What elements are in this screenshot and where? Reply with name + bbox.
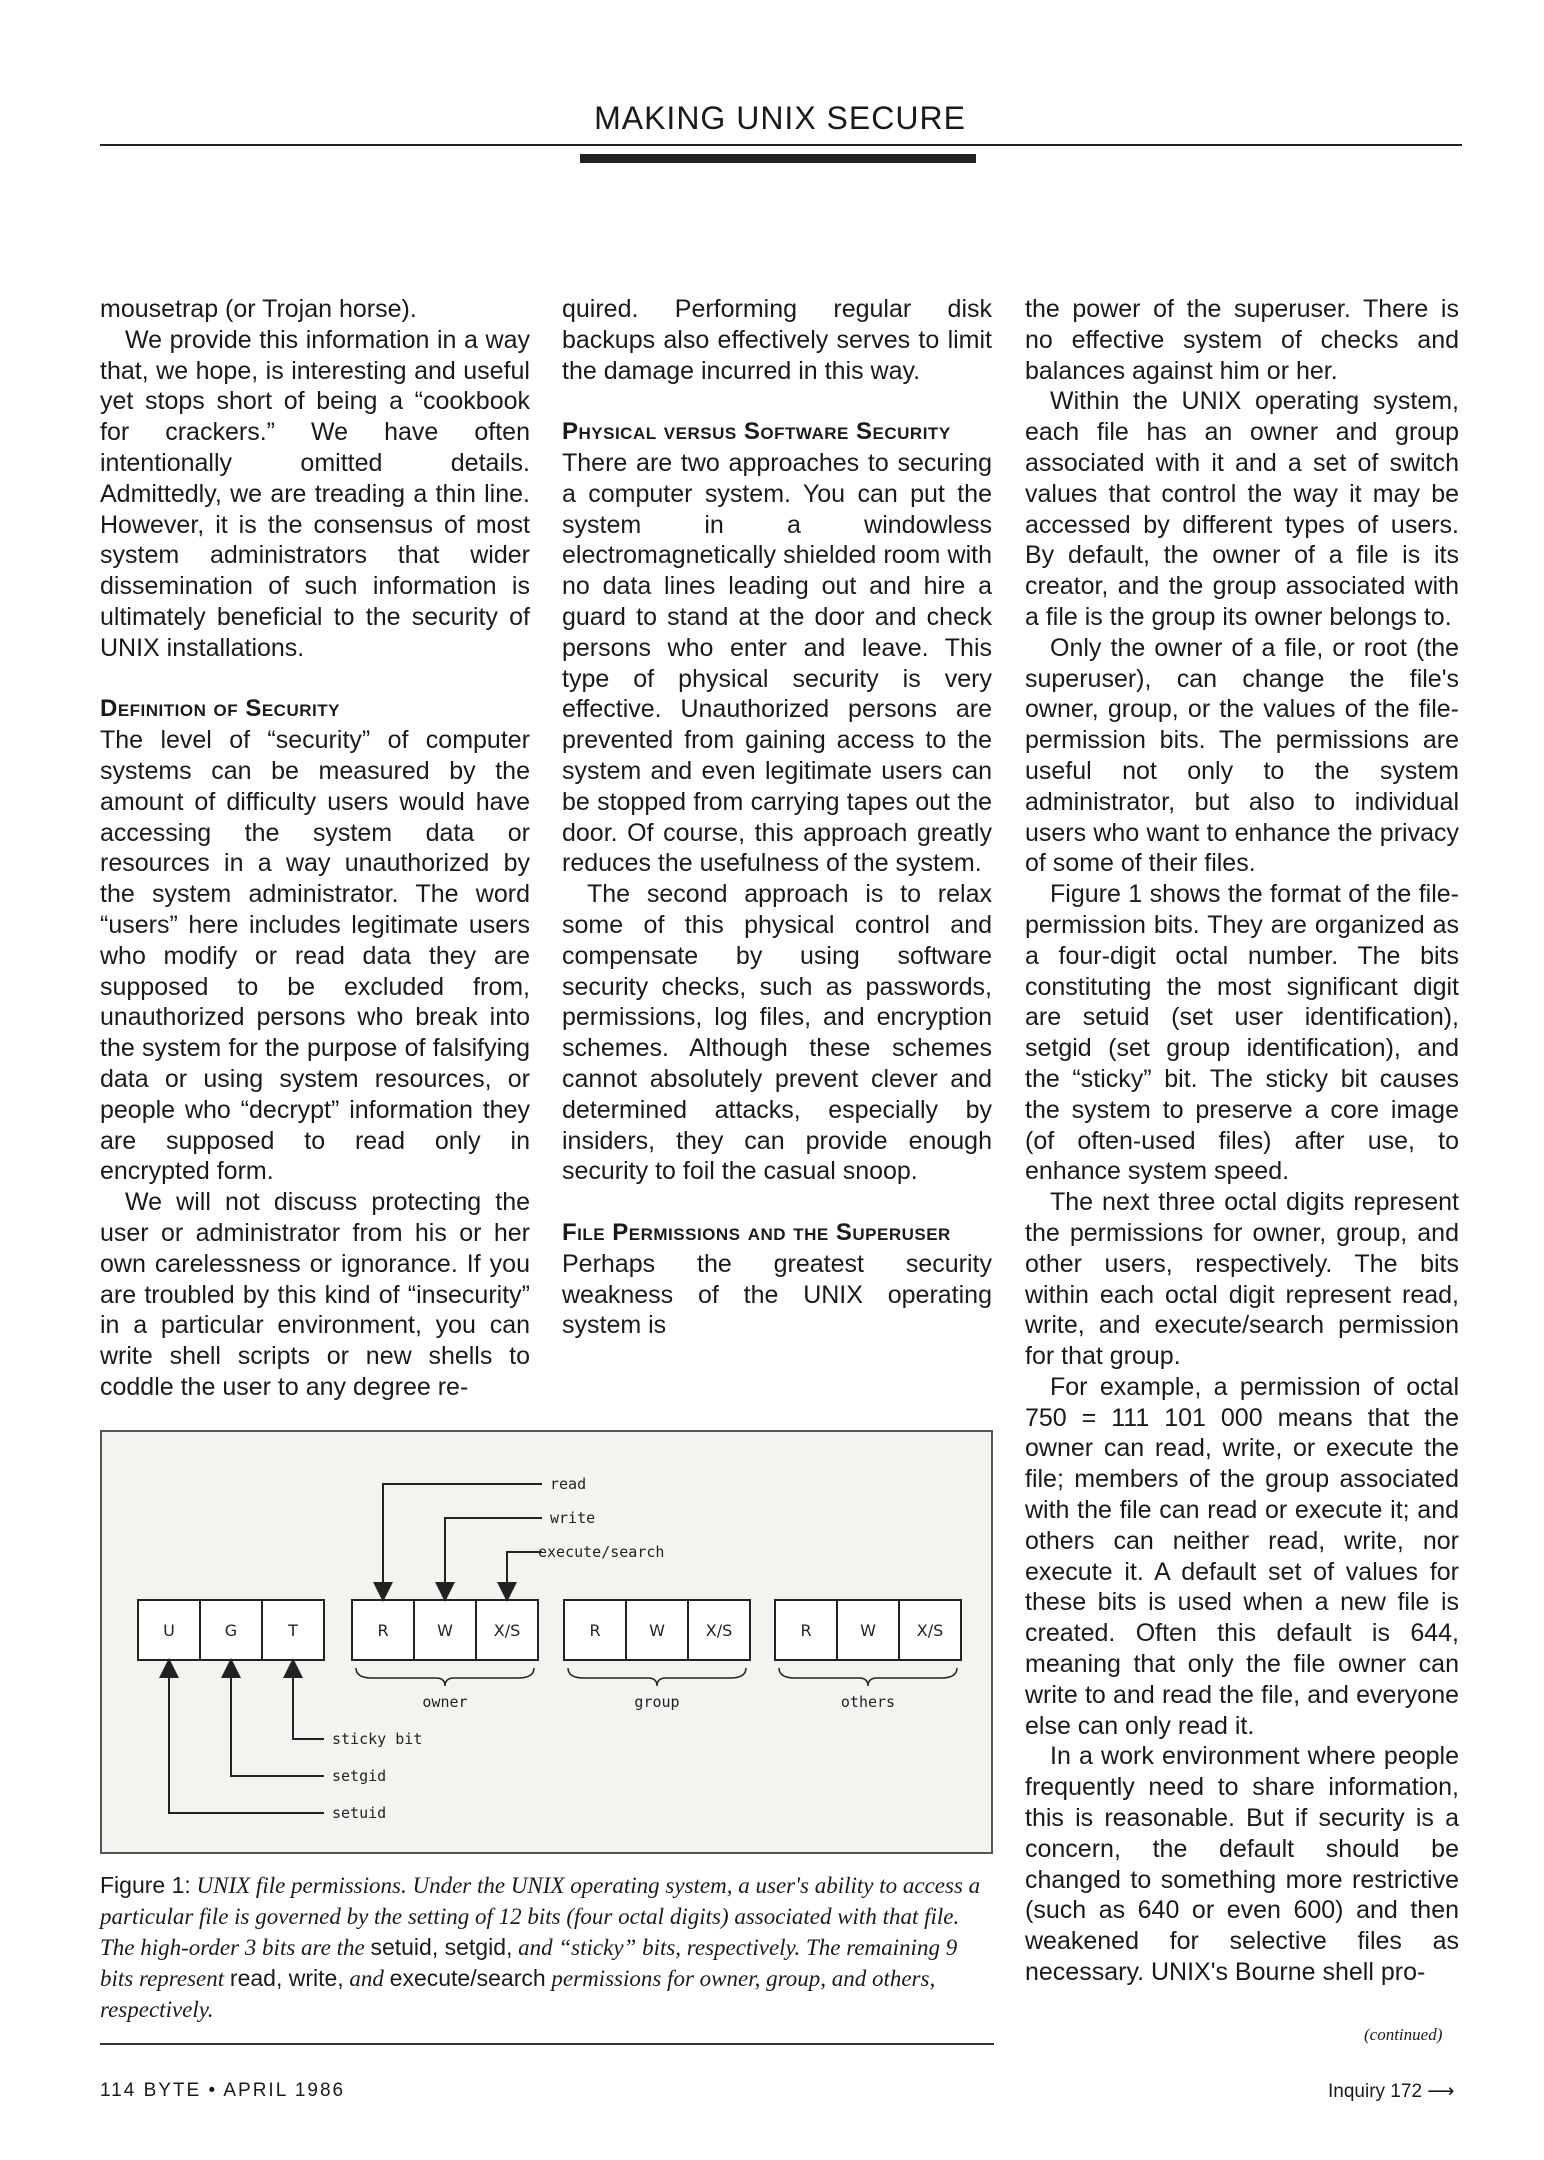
label-group: group [634,1693,680,1711]
paragraph: For example, a permission of octal 750 = 111 101 000 means that the owner can read, write, or execute the file; members of the group associated with the file can read or execute it; and others can neither read, write, nor execute it. A default set of values for these bits is used when a new file is created. Often this default is 644, meaning that only the file owner can write to and read the file, and everyone else can only read it. [1025,1372,1459,1740]
permission-bits-diagram [102,1432,991,1852]
caption-text: and “sticky” bits, respectively. The remaining 9 bits represent [100,1935,958,1991]
label-setgid: setgid [332,1767,387,1785]
paragraph: We provide this information in a way that, we hope, is interesting and useful yet stops short of being a “cookbook for crackers.” We have often intentionally omitted details. Admittedly, we are treading a thin line. However, it is the consensus of most system administrators that wider dissemination of such information is ultimately beneficial to the security of UNIX installations. [100,325,530,662]
figure-1-diagram [100,1430,993,1854]
column-1 [100,294,530,1403]
paragraph: mousetrap (or Trojan horse). [100,295,417,323]
cell-others-xs: X/S [916,1621,944,1640]
column-3 [1025,294,1459,1988]
cell-u: U [163,1621,175,1640]
cell-group-xs: X/S [705,1621,733,1640]
paragraph: In a work environment where people frequently need to share information, this is reasonable. But if security is a concern, the default should be changed to something more restrictive (such as 640 or even 600) and then weakened for selective files as necessary. UNIX's Bourne shell pro- [1025,1742,1459,1987]
cell-g: G [224,1621,238,1640]
paragraph: Figure 1 shows the format of the file-permission bits. They are organized as a four-digit octal number. The bits constituting the most significant digit are setuid (set user identification), setgid (set group identification), and the “sticky” bit. The sticky bit causes the system to preserve a core image (of often-used files) after use, to enhance system speed. [1025,880,1459,1186]
paragraph: The next three octal digits represent the permissions for owner, group, and other users, respectively. The bits within each octal digit represent read, write, and execute/search permission for that group. [1025,1188,1459,1371]
cell-others-r: R [800,1621,812,1640]
paragraph: The second approach is to relax some of this physical control and compensate by using software security checks, such as passwords, permissions, log files, and encryption schemes. Although these schemes cannot absolutely prevent clever and determined attacks, especially by insiders, they can provide enough security to foil the casual snoop. [562,880,992,1186]
cell-group-r: R [589,1621,601,1640]
paragraph: Within the UNIX operating system, each file has an owner and group associated with it and a set of switch values that control the way it may be accessed by different types of users. By default, the owner of a file is its creator, and the group associated with a file is the group its owner belongs to. [1025,387,1459,631]
paragraph: quired. Performing regular disk backups also effectively serves to limit the damage incurred in this way. [562,295,992,385]
cell-others-w: W [860,1621,876,1640]
caption-text: UNIX file permissions. Under the UNIX operating system, a user's ability to access a particular file is governed by the setting of 12 bits (four octal digits) associated with that file. The high-order 3 bits are the [100,1873,981,1960]
section-heading: Physical versus Software Security [562,418,951,446]
continued-note: (continued) [1364,2025,1443,2044]
figure-caption [100,1870,993,2025]
caption-text: execute/search [389,1965,546,1991]
cell-owner-r: R [377,1621,389,1640]
label-write: write [550,1509,596,1527]
running-header: MAKING UNIX SECURE [594,100,966,136]
label-sticky-bit: sticky bit [332,1730,423,1748]
caption-text: read, write, [229,1965,344,1991]
caption-text: permissions for owner, group, and others, respectively. [100,1966,936,2022]
group-brace [568,1668,746,1686]
paragraph: Only the owner of a file, or root (the superuser), can change the file's owner, group, or the values of the file-permission bits. The permissions are useful not only to the system administrator, but also to individual users who want to enhance the privacy of some of their files. [1025,633,1459,878]
cell-group-w: W [649,1621,665,1640]
cell-owner-xs: X/S [493,1621,521,1640]
label-setuid: setuid [332,1804,387,1822]
paragraph: There are two approaches to securing a computer system. You can put the system in a windowless electromagnetically shielded room with no data lines leading out and hire a guard to stand at the door and check persons who enter and leave. This type of physical security is very effective. Unauthorized persons are prevented from gaining access to the system and even legitimate users can be stopped from carrying tapes out the door. Of course, this approach greatly reduces the usefulness of the system. [562,448,992,878]
caption-text: and [349,1966,384,1991]
caption-text: setuid, setgid, [370,1934,513,1960]
owner-brace [356,1668,534,1686]
label-owner: owner [422,1693,468,1711]
paragraph: The level of “security” of computer systems can be measured by the amount of difficulty users would have accessing the system data or resources in a way unauthorized by the system administrator. The word “users” here includes legitimate users who modify or read data they are supposed to be excluded from, unauthorized persons who break into the system for the purpose of falsifying data or using system resources, or people who “decrypt” information they are supposed to read only in encrypted form. [100,726,530,1186]
label-others: others [840,1693,896,1711]
section-heading: File Permissions and the Superuser [562,1218,951,1246]
section-heading: Definition of Security [100,695,340,723]
footer-inquiry: Inquiry 172 ⟶ [1328,2081,1455,2102]
paragraph: the power of the superuser. There is no effective system of checks and balances against him or her. [1025,295,1459,385]
label-execute: execute/search [538,1543,665,1561]
header-rule [100,144,1462,146]
header-bar [580,154,976,163]
caption-rule [100,2043,994,2045]
paragraph: We will not discuss protecting the user or administrator from his or her own carelessness or ignorance. If you are troubled by this kind of “insecurity” in a particular environment, you can write shell scripts or new shells to coddle the user to any degree re- [100,1188,530,1401]
paragraph: Perhaps the greatest security weakness of the UNIX operating system is [562,1249,992,1340]
footer-page-info: 114 BYTE • APRIL 1986 [100,2080,346,2101]
column-2 [562,294,992,1341]
label-read: read [550,1475,587,1493]
caption-lead: Figure 1: [100,1872,191,1898]
cell-t: T [288,1621,298,1640]
others-brace [779,1668,957,1686]
cell-owner-w: W [437,1621,453,1640]
